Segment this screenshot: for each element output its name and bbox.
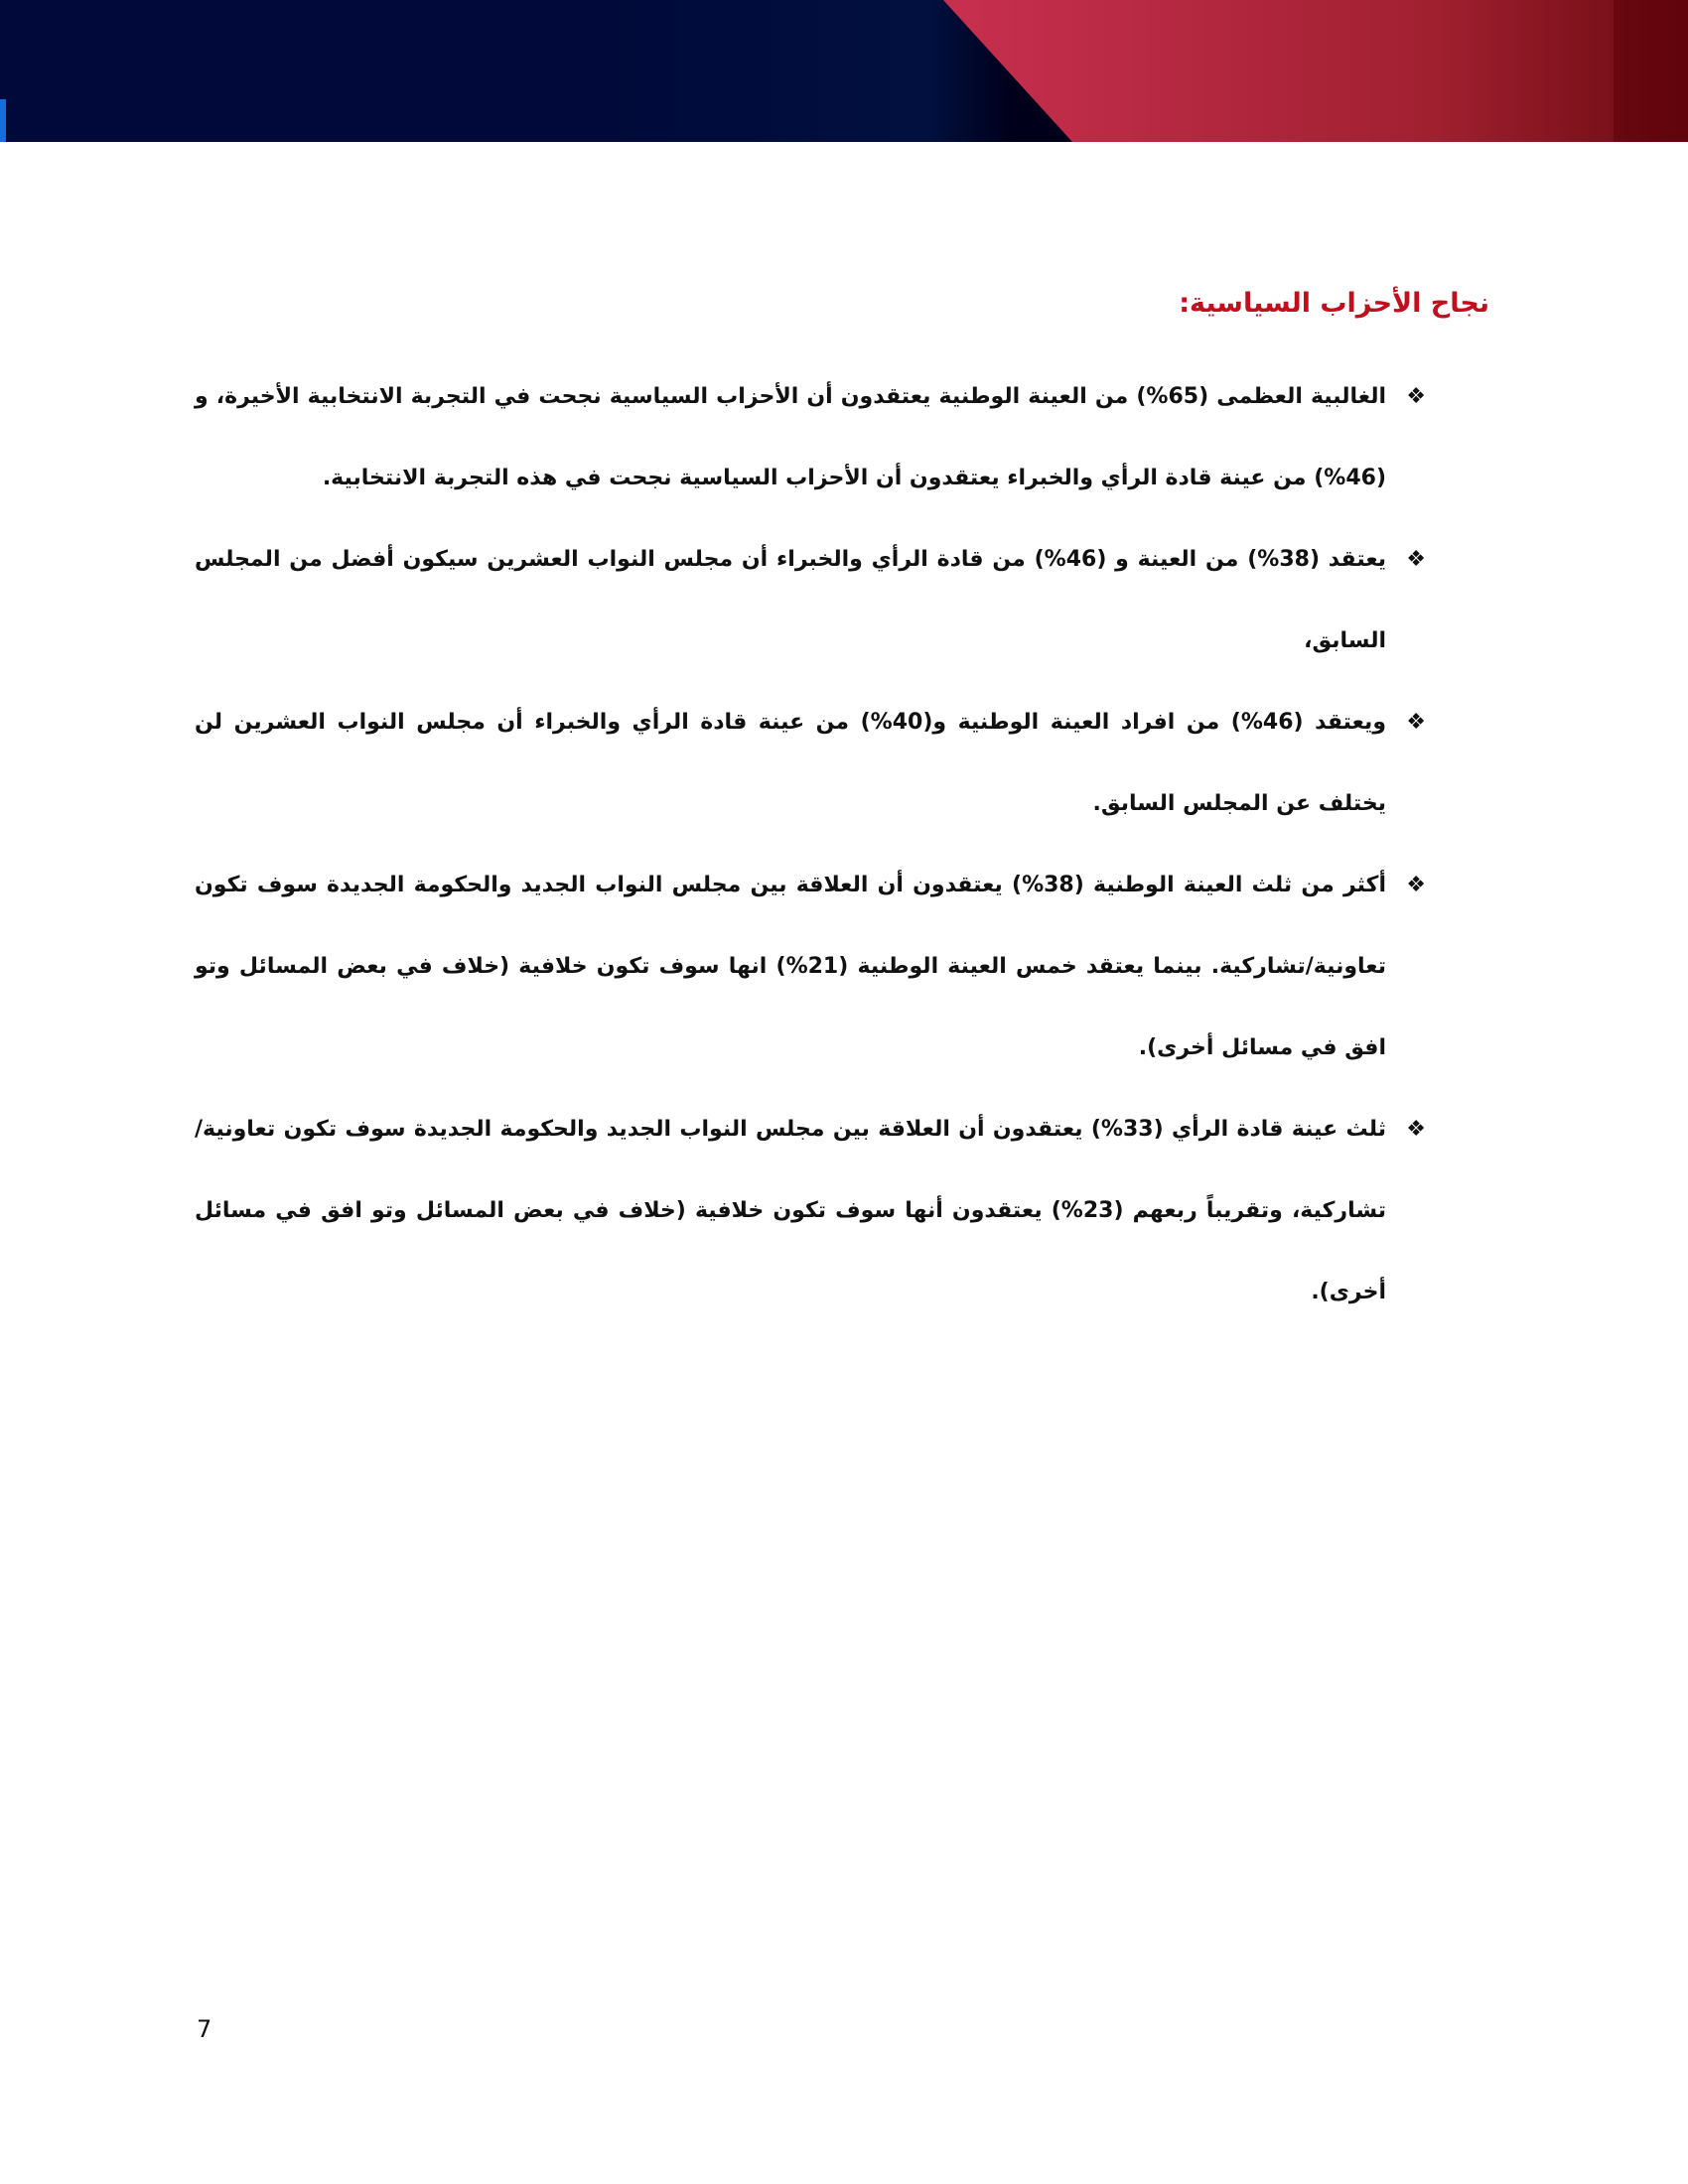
bullet-diamond-icon: ❖ [1406,710,1426,735]
banner-shade [1614,0,1688,142]
bullet-diamond-icon: ❖ [1406,1117,1426,1142]
bullet-diamond-icon: ❖ [1406,873,1426,897]
bullet-text: يعتقد (38%) من العينة و (46%) من قادة الرأي والخبراء أن مجلس النواب العشرين سيكون أفضل من المجلس السابق، [195,547,1386,653]
bullet-diamond-icon: ❖ [1406,384,1426,409]
bullet-text: ويعتقد (46%) من افراد العينة الوطنية و(40%) من عينة قادة الرأي والخبراء أن مجلس النواب العشرين لن يختلف عن المجلس السابق. [195,710,1386,816]
bullet-text: الغالبية العظمى (65%) من العينة الوطنية يعتقدون أن الأحزاب السياسية نجحت في التجربة الانتخابية الأخيرة، و (46%) من عينة قادة الرأي والخبراء يعتقدون أن الأحزاب السياسية نجحت في هذه التجربة الانتخابية. [195,384,1387,490]
bullet-text: ثلث عينة قادة الرأي (33%) يعتقدون أن العلاقة بين مجلس النواب الجديد والحكومة الجديدة سوف تكون تعاونية/تشاركية، وتقريباً ربعهم (23%) يعتقدون أنها سوف تكون خلافية (خلاف في بعض المسائل وتو افق في مسائل أخرى). [195,1117,1386,1304]
bullet-item [195,356,1426,519]
bullet-text: أكثر من ثلث العينة الوطنية (38%) يعتقدون أن العلاقة بين مجلس النواب الجديد والحكومة الجديدة سوف تكون تعاونية/تشاركية. بينما يعتقد خمس العينة الوطنية (21%) انها سوف تكون خلافية (خلاف في بعض المسائل وتو افق في مسائل أخرى). [195,873,1386,1060]
bullet-diamond-icon: ❖ [1406,547,1426,572]
document-body [195,288,1489,1333]
section-title: نجاح الأحزاب السياسية: [1179,288,1489,319]
bullet-item [195,519,1426,682]
banner-blue-edge [0,99,6,142]
banner-red-panel [0,0,1688,142]
bullet-item [195,1089,1426,1333]
bullet-item [195,682,1426,845]
bullet-item [195,845,1426,1089]
header-banner [0,0,1688,142]
page-number: 7 [197,2015,212,2043]
